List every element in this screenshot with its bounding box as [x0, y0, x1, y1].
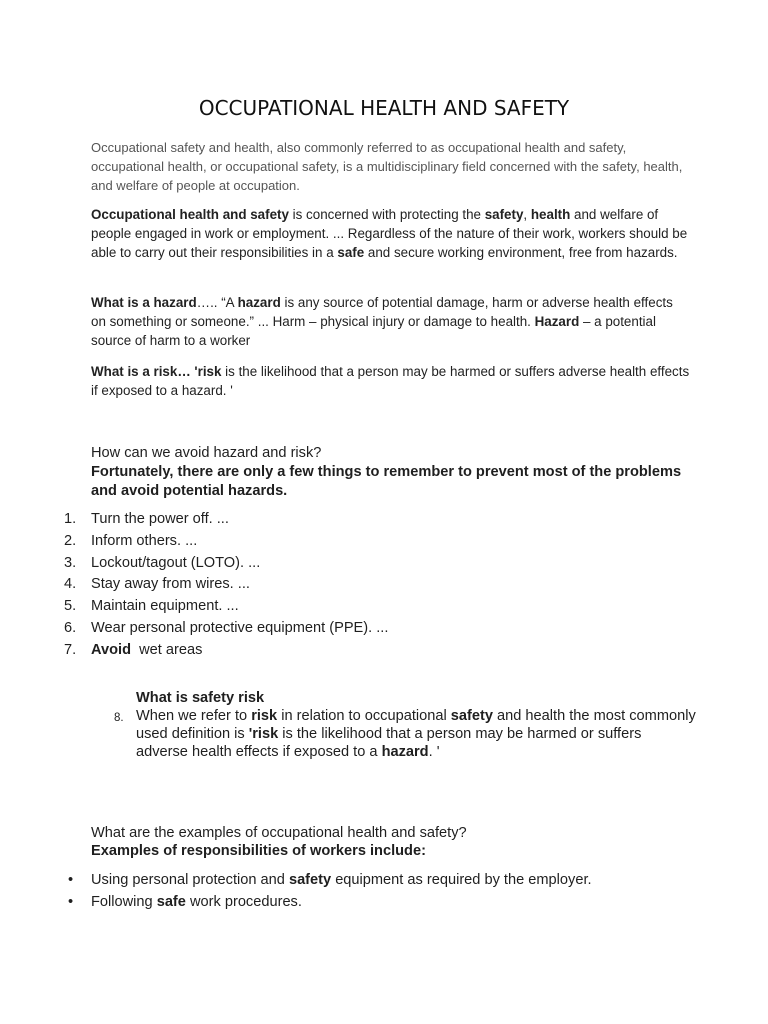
text-run: . '	[428, 744, 440, 760]
text-run: Using personal protection and	[91, 872, 289, 888]
text-run: and health the most commonly used definition is	[136, 708, 696, 742]
bullet-icon: •	[68, 893, 74, 910]
bold-term: hazard	[237, 295, 281, 310]
text-run: is concerned with protecting the	[288, 207, 485, 222]
question-text: How can we avoid hazard and risk?	[91, 445, 322, 461]
list-number: 5.	[64, 598, 77, 615]
list-number: 4.	[64, 576, 77, 593]
text-run: is the likelihood that a person may be harmed or suffers adverse health effects if exposed to a hazard. '	[91, 364, 690, 398]
steps-list	[64, 509, 664, 662]
text-run: ….. “A	[196, 295, 238, 310]
bold-term: Hazard	[534, 314, 580, 329]
responsibilities-list	[68, 870, 668, 913]
page-title: OCCUPATIONAL HEALTH AND SAFETY	[198, 96, 570, 120]
text-run: is the likelihood that a person may be harmed or suffers adverse health effects if exposed to a	[136, 726, 642, 760]
bold-term: health	[530, 207, 571, 222]
text-run: ,	[523, 207, 531, 222]
bold-term: safe	[337, 245, 365, 260]
list-item-text: Inform others. ...	[91, 532, 198, 549]
text-run: and secure working environment, free from hazards.	[364, 245, 678, 260]
list-item-text: Wear personal protective equipment (PPE). ...	[91, 619, 389, 636]
list-number: 6.	[64, 619, 77, 636]
list-number: 2.	[64, 532, 77, 549]
bold-term: What is a hazard	[91, 295, 197, 310]
text-run: Following	[91, 893, 157, 910]
list-number: 1.	[64, 511, 77, 527]
list-item	[64, 574, 664, 596]
list-item-text: Maintain equipment. ...	[91, 598, 239, 615]
text-run: equipment as required by the employer.	[331, 872, 592, 888]
list-item	[64, 531, 664, 553]
text-run: is any source of potential damage, harm or adverse health effects on something or someone.” ... Harm – physical injury or damage to health.	[91, 295, 673, 329]
list-item	[68, 892, 668, 914]
bold-term: safety	[450, 708, 493, 724]
list-item	[64, 640, 664, 662]
list-number: 8.	[114, 712, 124, 724]
safety-risk-section	[114, 689, 696, 761]
text-run: in relation to occupational	[277, 708, 451, 724]
bold-term: hazard	[381, 744, 429, 760]
bold-term: 'risk	[248, 726, 279, 742]
section-heading: What is safety risk	[136, 690, 265, 706]
ohs-definition-paragraph	[91, 205, 691, 262]
bold-term: risk	[251, 708, 278, 724]
list-number: 7.	[64, 641, 77, 658]
list-item-text: wet areas	[131, 641, 203, 658]
list-item	[64, 509, 664, 531]
text-run: When we refer to	[136, 708, 252, 724]
question-answer: Fortunately, there are only a few things to remember to prevent most of the problems and avoid potential hazards.	[91, 464, 682, 499]
bold-term: What is a risk… 'risk	[91, 364, 222, 379]
list-item	[64, 618, 664, 640]
bold-term: safe	[156, 893, 186, 910]
bold-term: safety	[288, 872, 332, 888]
list-number: 3.	[64, 554, 77, 571]
question-text: What are the examples of occupational health and safety?	[91, 825, 467, 841]
text-run: – a potential source of harm to a worker	[91, 314, 656, 348]
text-run: and welfare of people engaged in work or employment. ... Regardless of the nature of their work, workers should be able to carry out their responsibilities in a	[91, 207, 688, 260]
hazard-definition-paragraph	[91, 293, 691, 350]
risk-definition-paragraph	[91, 362, 691, 400]
list-item	[64, 596, 664, 618]
list-item	[114, 707, 696, 761]
list-item	[64, 553, 664, 575]
list-item-text: Stay away from wires. ...	[91, 576, 250, 593]
text-run: work procedures.	[185, 893, 302, 910]
list-item-text: Lockout/tagout (LOTO). ...	[91, 554, 261, 571]
bold-term: safety	[484, 207, 524, 222]
bold-term: Avoid	[91, 641, 131, 658]
list-item	[68, 870, 668, 892]
list-item-text: Turn the power off. ...	[91, 511, 229, 527]
section-heading: Examples of responsibilities of workers include:	[91, 843, 426, 859]
examples-section	[91, 824, 691, 860]
bullet-icon: •	[68, 872, 74, 888]
avoid-hazard-question	[91, 444, 691, 501]
bold-term: Occupational health and safety	[91, 207, 289, 222]
intro-paragraph: Occupational safety and health, also commonly referred to as occupational health and safety, occupational health, or occupational safety, is a multidisciplinary field concerned with the safety, health, and welfare of people at occupation.	[91, 140, 683, 193]
